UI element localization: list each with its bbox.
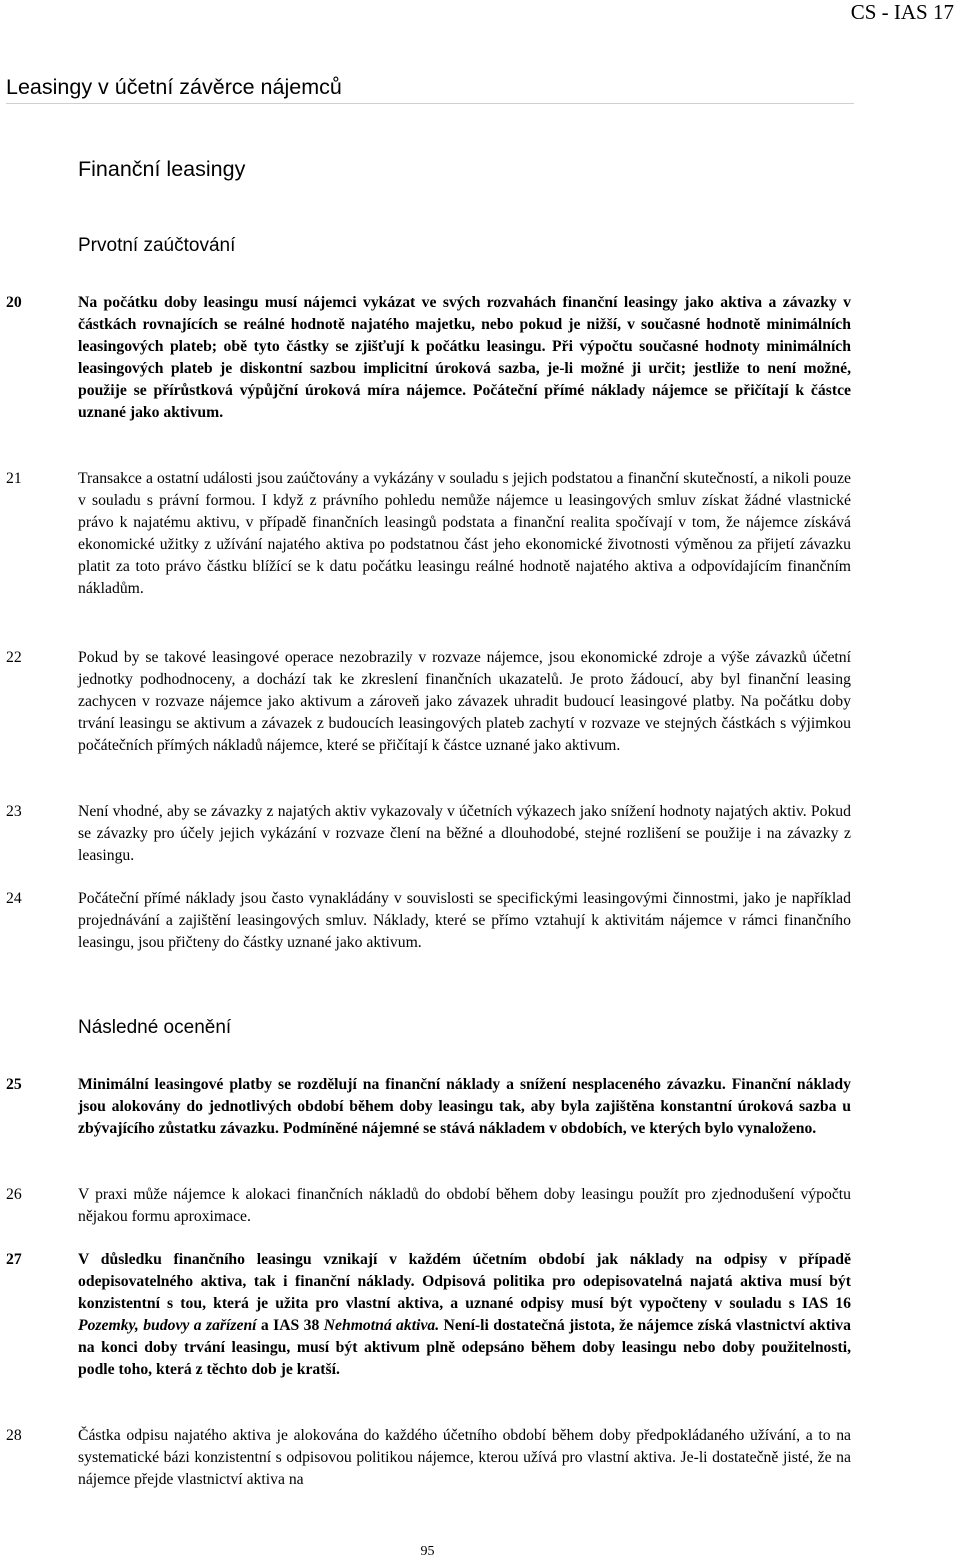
- paragraph-27: [6, 1249, 851, 1381]
- paragraph-text: [78, 1249, 851, 1381]
- paragraph-23: [6, 801, 851, 867]
- paragraph-number: 20: [6, 294, 22, 311]
- paragraph-26: [6, 1184, 851, 1228]
- paragraph-text: Na počátku doby leasingu musí nájemci vykázat ve svých rozvahách finanční leasingy jako aktiva a závazky v částkách rovnajících se reálné hodnotě najatého majetku, nebo pokud je nižší, v současné hodnotě minimálních leasingových plateb; obě tyto částky se zjišťují k počátku leasingu. Při výpočtu současné hodnoty minimálních leasingových plateb je diskontní sazbou implicitní úroková sazba, je-li možné ji určit; jestliže to není možné, použije se přírůstková výpůjční úroková míra nájemce. Počáteční přímé náklady nájemce se přičítají k částce uznané jako aktivum.: [78, 294, 851, 421]
- paragraph-text: Počáteční přímé náklady jsou často vynakládány v souvislosti se specifickými leasingovými činnostmi, jako je například projednávání a zajištění leasingových smluv. Náklady, které se přímo vztahují k aktivitám nájemce v rámci finančního leasingu, jsou přičteny do částky uznané jako aktivum.: [78, 890, 851, 951]
- paragraph-number: 21: [6, 470, 22, 487]
- paragraph-text: Částka odpisu najatého aktiva je alokována do každého účetního období během doby předpokládaného užívání, a to na systematické bázi konzistentní s odpisovou politikou nájemce, kterou užívá pro vlastní aktiva. Je-li dostatečně jisté, že na nájemce přejde vlastnictví aktiva na: [78, 1427, 851, 1488]
- paragraph-number: 26: [6, 1186, 22, 1203]
- paragraph-text-part: a IAS 38: [256, 1317, 324, 1334]
- paragraph-text: Není vhodné, aby se závazky z najatých aktiv vykazovaly v účetních výkazech jako snížení hodnoty najatých aktiv. Pokud se závazky pro účely jejich vykázání v rozvaze člení na běžné a dlouhodobé, stejné rozlišení se použije i na závazky z leasingu.: [78, 803, 851, 864]
- paragraph-text: Minimální leasingové platby se rozdělují na finanční náklady a snížení nesplaceného závazku. Finanční náklady jsou alokovány do jednotlivých období během doby leasingu tak, aby byla zajištěna konstantní úroková sazba u zbývajícího zůstatku závazku. Podmíněné nájemné se stává nákladem v obdobích, ve kterých bylo vynaloženo.: [78, 1076, 851, 1137]
- subsection-heading-initial-recognition: Prvotní zaúčtování: [78, 235, 236, 256]
- section-heading: Finanční leasingy: [78, 157, 246, 181]
- paragraph-text-part: Není-li dostatečná jistota, že nájemce získá vlastnictví aktiva na konci doby trvání leasingu, musí být aktivum plně odepsáno během doby leasingu nebo doby použitelnosti, podle toho, která z těchto dob je kratší.: [78, 1317, 851, 1378]
- paragraph-text: Pokud by se takové leasingové operace nezobrazily v rozvaze nájemce, jsou ekonomické zdroje a výše závazků účetní jednotky podhodnoceny, a dochází tak ke zkreslení finančních ukazatelů. Je proto žádoucí, aby byl finanční leasing zachycen v rozvaze nájemce jako aktivum a zároveň jako závazek uhradit budoucí leasingové platby. Na počátku doby trvání leasingu se aktivum a závazek z budoucích leasingových plateb zachytí v rozvaze ve stejných částkách s výjimkou počátečních přímých nákladů nájemce, které se přičítají k částce uznané jako aktivum.: [78, 649, 851, 754]
- standard-title-ias38: Nehmotná aktiva.: [323, 1317, 440, 1334]
- page-number: 95: [420, 1544, 435, 1559]
- paragraph-21: [6, 468, 851, 600]
- paragraph-24: [6, 888, 851, 954]
- paragraph-number: 22: [6, 649, 22, 666]
- subsection-heading-subsequent-measurement: Následné ocenění: [78, 1017, 232, 1038]
- paragraph-22: [6, 647, 851, 757]
- paragraph-number: 28: [6, 1427, 22, 1444]
- standard-title-ias16: Pozemky, budovy a zařízení: [78, 1317, 257, 1334]
- paragraph-number: 27: [6, 1251, 22, 1268]
- paragraph-text: V praxi může nájemce k alokaci finančních nákladů do období během doby leasingu použít pro zjednodušení výpočtu nějakou formu aproximace.: [78, 1186, 851, 1225]
- paragraph-20: [6, 292, 851, 424]
- paragraph-number: 24: [6, 890, 22, 907]
- paragraph-28: [6, 1425, 851, 1491]
- paragraph-text: Transakce a ostatní události jsou zaúčtovány a vykázány v souladu s jejich podstatou a finanční skutečností, a nikoli pouze v souladu s právní formou. I když z právního pohledu nemůže nájemce u leasingových smluv získat žádné vlastnické právo k najatému aktivu, v případě finančních leasingů podstata a finanční realita spočívají v tom, že nájemce získává ekonomické užitky z užívání najatého aktiva po podstatnou část jeho ekonomické životnosti výměnou za přijetí závazku platit za toto právo částku blížící se k datu počátku leasingu reálné hodnotě najatého aktiva a odpovídajícím finančním nákladům.: [78, 470, 851, 597]
- paragraph-number: 25: [6, 1076, 22, 1093]
- header-code: CS - IAS 17: [850, 0, 954, 24]
- paragraph-text-part: V důsledku finančního leasingu vznikají v každém účetním období jak náklady na odpisy v případě odepisovatelného aktiva, tak i finanční náklady. Odpisová politika pro odepisovatelná najatá aktiva musí být konzistentní s tou, která je užita pro vlastní aktiva, a uznané odpisy musí být vypočteny v souladu s IAS 16: [78, 1251, 851, 1312]
- paragraph-number: 23: [6, 803, 22, 820]
- paragraph-25: [6, 1074, 851, 1140]
- page-title: Leasingy v účetní závěrce nájemců: [6, 72, 854, 104]
